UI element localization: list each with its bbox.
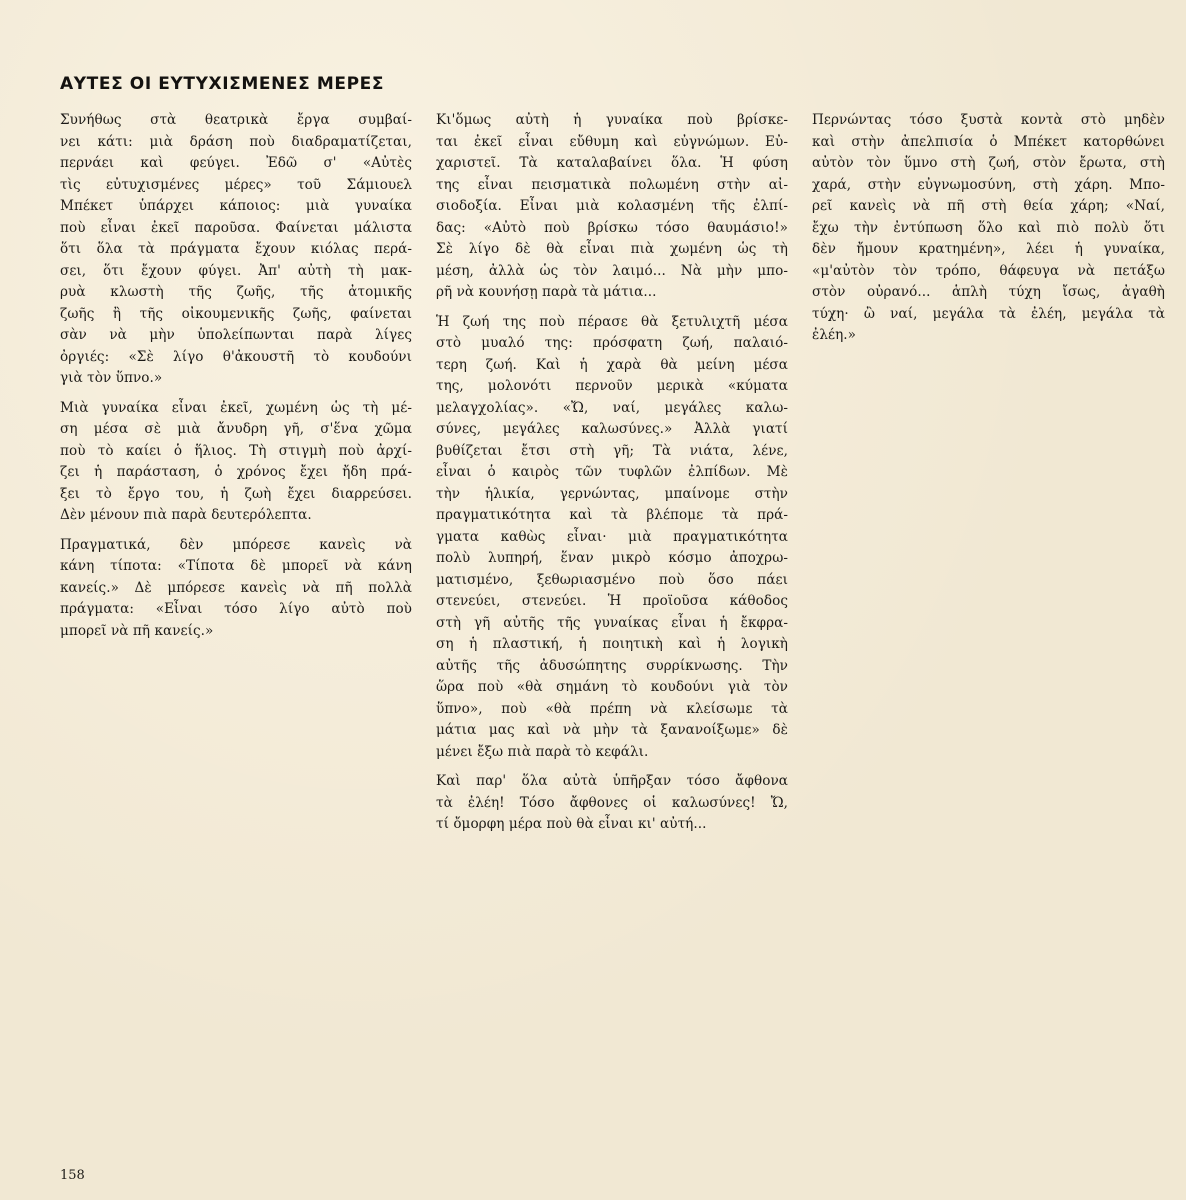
text-line: πράγματα: «Εἶναι τόσο λίγο αὐτὸ ποὺ — [60, 601, 412, 617]
paragraph — [60, 398, 412, 527]
text-line: σὰν νὰ μὴν ὑπολείπωνται παρὰ λίγες — [60, 327, 412, 343]
text-line: γιὰ τὸν ὕπνο.» — [60, 370, 163, 386]
text-line: εἶναι ὁ καιρὸς τῶν τυφλῶν ἐλπίδων. Μὲ — [436, 464, 788, 480]
text-line: ρῆ νὰ κουνήσῃ παρὰ τὰ μάτια... — [436, 284, 657, 300]
text-line: Μπέκετ ὑπάρχει κάποιος: μιὰ γυναίκα — [60, 198, 412, 214]
text-line: βυθίζεται ἔτσι στὴ γῆ; Τὰ νιάτα, λένε, — [436, 442, 788, 459]
text-line: στὸν οὐρανό... ἁπλὴ τύχη ἴσως, ἀγαθὴ — [812, 284, 1165, 300]
text-line: ξει τὸ ἔργο του, ἡ ζωὴ ἔχει διαρρεύσει. — [60, 485, 412, 502]
text-line: «μ'αὐτὸν τὸν τρόπο, θάφευγα νὰ πετάξω — [812, 262, 1165, 279]
text-line: χαριστεῖ. Τὰ καταλαβαίνει ὅλα. Ἡ φύση — [436, 155, 788, 171]
text-line: ση ἡ πλαστική, ἡ ποιητικὴ καὶ ἡ λογικὴ — [436, 636, 788, 652]
paragraph — [436, 110, 788, 304]
text-column-2 — [436, 110, 788, 844]
text-line: μπορεῖ νὰ πῆ κανείς.» — [60, 622, 214, 639]
text-line: σύνες, μεγάλες καλωσύνες.» Ἀλλὰ γιατί — [436, 421, 788, 437]
text-line: Μιὰ γυναίκα εἶναι ἐκεῖ, χωμένη ὡς τὴ μέ- — [60, 399, 412, 416]
text-line: τύχη· ὢ ναί, μεγάλα τὰ ἐλέη, μεγάλα τὰ — [812, 305, 1165, 322]
text-line: κάνη τίποτα: «Τίποτα δὲ μπορεῖ νὰ κάνη — [60, 558, 412, 574]
text-line: μάτια μας καὶ νὰ μὴν τὰ ξανανοίξωμε» δὲ — [436, 722, 788, 738]
text-line: τερη ζωή. Καὶ ἡ χαρὰ θὰ μείνη μέσα — [436, 356, 788, 373]
text-line: τὴν ἡλικία, γερνώντας, μπαίνομε στὴν — [436, 485, 788, 502]
text-line: ὕπνο», ποὺ «θὰ πρέπη νὰ κλείσωμε τὰ — [436, 700, 788, 717]
text-column-3 — [812, 110, 1165, 355]
text-line: μένει ἔξω πιὰ παρὰ τὸ κεφάλι. — [436, 743, 649, 760]
paragraph — [812, 110, 1165, 347]
text-line: ται ἐκεῖ εἶναι εὔθυμη καὶ εὐγνώμων. Εὐ- — [436, 133, 788, 150]
text-line: τὶς εὐτυχισμένες μέρες» τοῦ Σάμιουελ — [60, 176, 412, 193]
paragraph — [60, 110, 412, 390]
text-line: καὶ στὴν ἀπελπισία ὁ Μπέκετ κατορθώνει — [812, 133, 1165, 150]
text-line: Περνώντας τόσο ξυστὰ κοντὰ στὸ μηδὲν — [812, 112, 1165, 128]
text-line: χαρά, στὴν εὐγνωμοσύνη, στὴ χάρη. Μπο- — [812, 176, 1165, 193]
text-line: δας: «Αὐτὸ ποὺ βρίσκω τόσο θαυμάσιο!» — [436, 219, 788, 236]
text-line: πραγματικότητα καὶ τὰ βλέπομε τὰ πρά- — [436, 507, 788, 523]
text-line: ὥρα ποὺ «θὰ σημάνη τὸ κουδούνι γιὰ τὸν — [436, 679, 788, 695]
text-line: ζει ἡ παράσταση, ὁ χρόνος ἔχει ἤδη πρά- — [60, 464, 412, 480]
text-line: ὀργιές: «Σὲ λίγο θ'ἀκουστῆ τὸ κουδούνι — [60, 348, 412, 365]
text-line: κανείς.» Δὲ μπόρεσε κανεὶς νὰ πῆ πολλὰ — [60, 579, 412, 596]
text-line: ση μέσα σὲ μιὰ ἄνυδρη γῆ, σ'ἕνα χῶμα — [60, 421, 412, 437]
text-line: ποὺ εἶναι ἐκεῖ παροῦσα. Φαίνεται μάλιστα — [60, 219, 412, 236]
text-line: Πραγματικά, δὲν μπόρεσε κανεὶς νὰ — [60, 536, 412, 553]
text-line: αὐτὸν τὸν ὕμνο στὴ ζωή, στὸν ἔρωτα, στὴ — [812, 155, 1165, 171]
text-line: στενεύει, στενεύει. Ἡ προϊοῦσα κάθοδος — [436, 593, 788, 609]
text-line: αὐτῆς τῆς ἀδυσώπητης συρρίκνωσης. Τὴν — [436, 657, 788, 674]
text-line: τὰ ἐλέη! Τόσο ἄφθονες οἱ καλωσύνες! Ὤ, — [436, 794, 788, 811]
text-line: γματα καθὼς εἶναι· μιὰ πραγματικότητα — [436, 528, 788, 545]
text-line: σιοδοξία. Εἶναι μιὰ κολασμένη τῆς ἐλπί- — [436, 198, 788, 214]
text-line: σει, ὅτι ἔχουν φύγει. Ἀπ' αὐτὴ τὴ μακ- — [60, 262, 412, 279]
article-title: ΑΥΤΕΣ ΟΙ ΕΥΤΥΧΙΣΜΕΝΕΣ ΜΕΡΕΣ — [60, 74, 385, 94]
text-line: Ἡ ζωή της ποὺ πέρασε θὰ ξετυλιχτῆ μέσα — [436, 313, 788, 330]
text-line: νει κάτι: μιὰ δράση ποὺ διαδραματίζεται, — [60, 133, 412, 150]
text-line: της εἶναι πεισματικὰ πολωμένη στὴν αἰ- — [436, 176, 788, 193]
text-line: Δὲν μένουν πιὰ παρὰ δευτερόλεπτα. — [60, 507, 312, 523]
text-line: ποὺ τὸ καίει ὁ ἥλιος. Τὴ στιγμὴ ποὺ ἀρχί- — [60, 442, 412, 459]
text-line: περνάει καὶ φεύγει. Ἐδῶ σ' «Αὐτὲς — [60, 155, 412, 171]
page-number: 158 — [60, 1168, 85, 1183]
text-line: ματισμένο, ξεθωριασμένο ποὺ ὅσο πάει — [436, 571, 788, 588]
paragraph — [436, 771, 788, 836]
text-line: στὴ γῆ αὐτῆς τῆς γυναίκας εἶναι ἡ ἔκφρα- — [436, 614, 788, 631]
text-line: ρυὰ κλωστὴ τῆς ζωῆς, τῆς ἀτομικῆς — [60, 284, 412, 300]
text-line: Συνήθως στὰ θεατρικὰ ἔργα συμβαί- — [60, 112, 412, 128]
text-line: της, μολονότι περνοῦν μερικὰ «κύματα — [436, 378, 788, 394]
paragraph — [436, 312, 788, 764]
text-line: Καὶ παρ' ὅλα αὐτὰ ὑπῆρξαν τόσο ἄφθονα — [436, 773, 788, 789]
text-line: ρεῖ κανεὶς νὰ πῆ στὴ θεία χάρη; «Ναί, — [812, 198, 1165, 214]
text-column-1 — [60, 110, 412, 650]
text-line: ζωῆς ἢ τῆς οἰκουμενικῆς ζωῆς, φαίνεται — [60, 305, 412, 322]
text-line: τί ὄμορφη μέρα ποὺ θὰ εἶναι κι' αὐτή... — [436, 816, 707, 832]
text-line: ὅτι ὅλα τὰ πράγματα ἔχουν κιόλας περά- — [60, 241, 412, 257]
text-line: στὸ μυαλό της: πρόσφατη ζωή, παλαιό- — [436, 335, 788, 351]
text-line: μελαγχολίας». «Ὤ, ναί, μεγάλες καλω- — [436, 399, 788, 416]
paragraph — [60, 535, 412, 643]
text-line: ἐλέη.» — [812, 327, 857, 343]
text-line: μέση, ἀλλὰ ὡς τὸν λαιμό... Νὰ μὴν μπο- — [436, 262, 788, 279]
text-line: ἔχω τὴν ἐντύπωση ὅλο καὶ πιὸ πολὺ ὅτι — [812, 219, 1165, 236]
text-line: Κι'ὅμως αὐτὴ ἡ γυναίκα ποὺ βρίσκε- — [436, 112, 788, 128]
text-line: δὲν ἤμουν κρατημένη», λέει ἡ γυναίκα, — [812, 241, 1165, 257]
text-line: πολὺ λυπηρή, ἕναν μικρὸ κόσμο ἀποχρω- — [436, 550, 788, 566]
text-line: Σὲ λίγο δὲ θὰ εἶναι πιὰ χωμένη ὡς τὴ — [436, 241, 788, 257]
